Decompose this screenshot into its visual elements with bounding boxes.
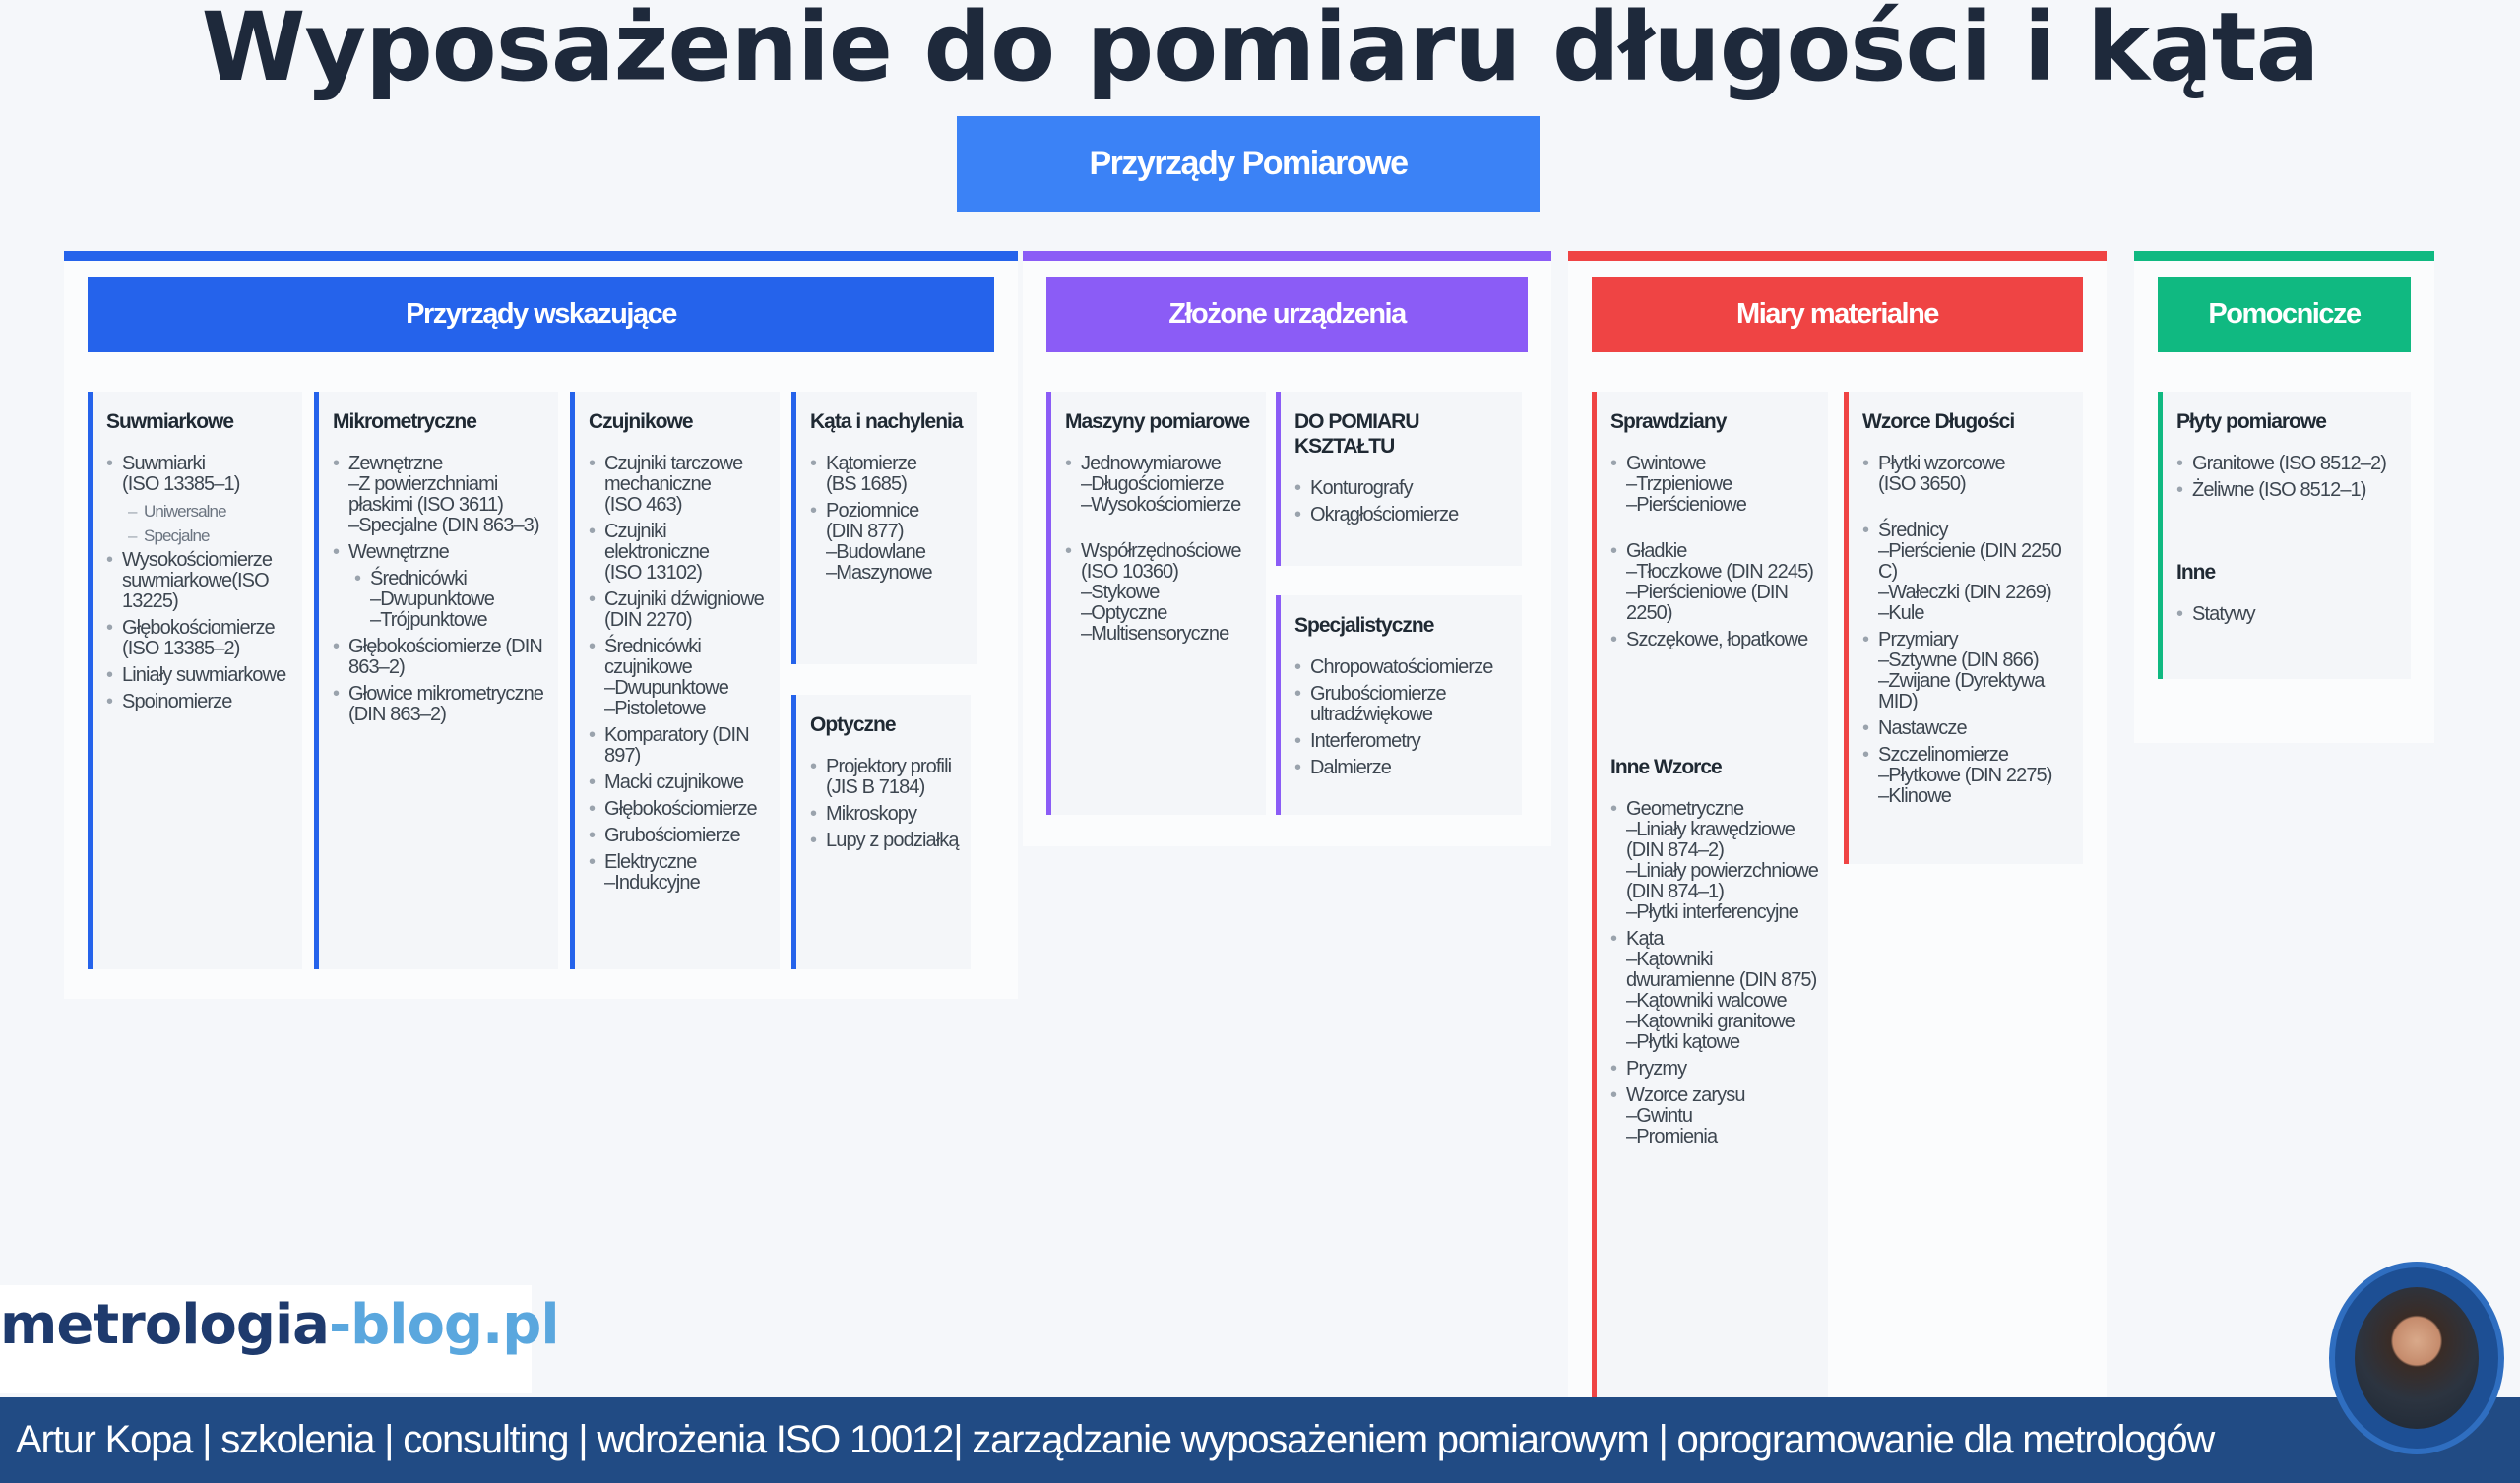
- list-item: • Czujniki tarczowe mechaniczne (ISO 463): [589, 454, 770, 516]
- list-item: • Gładkie –Tłoczkowe (DIN 2245) –Pierścieniowe (DIN 2250): [1610, 541, 1818, 624]
- list-item: • Głębokościomierze (ISO 13385–2): [106, 618, 292, 659]
- list-item: • Średnicówki –Dwupunktowe –Trójpunktowe: [354, 569, 548, 631]
- list-item: • Komparatory (DIN 897): [589, 725, 770, 767]
- list-item: • Głowice mikrometryczne (DIN 863–2): [333, 684, 548, 725]
- card-sprawdziany: [1592, 392, 1828, 1397]
- list-item: • Elektryczne –Indukcyjne: [589, 852, 770, 894]
- list-item: • Wewnętrzne: [333, 542, 548, 563]
- card-title: Kąta i nachylenia: [810, 410, 963, 433]
- list-item: • Dalmierze: [1294, 758, 1512, 778]
- list-item: • Średnicówki czujnikowe –Dwupunktowe –Pistoletowe: [589, 637, 770, 719]
- card-title: Płyty pomiarowe: [2176, 410, 2326, 433]
- list-item: • Suwmiarki (ISO 13385–1): [106, 454, 292, 495]
- list-item: • Macki czujnikowe: [589, 772, 770, 793]
- list-item: • Liniały suwmiarkowe: [106, 665, 292, 686]
- list-item: • Grubościomierze: [589, 826, 770, 846]
- card-title: Sprawdziany: [1610, 410, 1727, 433]
- list-item: • Szczelinomierze –Płytkowe (DIN 2275) –Klinowe: [1862, 745, 2073, 807]
- logo: [0, 1285, 559, 1393]
- list-item: • Głębokościomierze: [589, 799, 770, 820]
- card-mikrometryczne: [314, 392, 558, 969]
- card-plyty: [2158, 392, 2411, 679]
- list-item: • Czujniki elektroniczne (ISO 13102): [589, 522, 770, 584]
- list-item: • Jednowymiarowe –Długościomierze –Wysokościomierze: [1065, 454, 1256, 516]
- list-item: – Uniwersalne: [106, 501, 292, 522]
- list-item: – Specjalne: [106, 525, 292, 546]
- card-title: Czujnikowe: [589, 410, 693, 433]
- list-item: • Pryzmy: [1610, 1059, 1818, 1080]
- avatar: [2329, 1262, 2504, 1454]
- list-item: • Kątomierze (BS 1685): [810, 454, 967, 495]
- list-item: • Przymiary –Sztywne (DIN 866) –Zwijane (Dyrektywa MID): [1862, 630, 2073, 712]
- list-item: • Wysokościomierze suwmiarkowe(ISO 13225): [106, 550, 292, 612]
- page-title: Wyposażenie do pomiaru długości i kąta: [201, 0, 2319, 102]
- list-item: • Okrągłościomierze: [1294, 505, 1512, 525]
- list-item: • Nastawcze: [1862, 718, 2073, 739]
- list-item: • Projektory profili (JIS B 7184): [810, 757, 961, 798]
- list-item: • Interferometry: [1294, 731, 1512, 752]
- list-item: • Średnicy –Pierścienie (DIN 2250 C) –Wałeczki (DIN 2269) –Kule: [1862, 521, 2073, 624]
- category-zlozone: Złożone urządzenia: [1046, 277, 1528, 352]
- card-subtitle: Inne Wzorce: [1610, 756, 1722, 778]
- list-item: • Głębokościomierze (DIN 863–2): [333, 637, 548, 678]
- list-item: • Statywy: [2176, 604, 2401, 625]
- list-item: • Szczękowe, łopatkowe: [1610, 630, 1818, 650]
- card-title: Wzorce Długości: [1862, 410, 2015, 433]
- card-title: DO POMIARU KSZTAŁTU: [1294, 410, 1419, 458]
- card-title: Specjalistyczne: [1294, 614, 1434, 637]
- root-node: Przyrządy Pomiarowe: [957, 116, 1540, 212]
- list-item: • Płytki wzorcowe (ISO 3650): [1862, 454, 2073, 495]
- list-item: • Spoinomierze: [106, 692, 292, 712]
- card-maszyny: [1046, 392, 1266, 815]
- category-miary: Miary materialne: [1592, 277, 2083, 352]
- list-item: • Współrzędnościowe (ISO 10360) –Stykowe –Optyczne –Multisensoryczne: [1065, 541, 1256, 645]
- list-item: • Czujniki dźwigniowe (DIN 2270): [589, 589, 770, 631]
- list-item: • Wzorce zarysu –Gwintu –Promienia: [1610, 1085, 1818, 1147]
- list-item: • Chropowatościomierze: [1294, 657, 1512, 678]
- list-item: • Grubościomierze ultradźwiękowe: [1294, 684, 1512, 725]
- card-czujnikowe: [570, 392, 780, 969]
- footer-banner: Artur Kopa | szkolenia | consulting | wdrożenia ISO 10012| zarządzanie wyposażeniem pomiarowym | oprogramowanie dla metrologów: [0, 1397, 2520, 1483]
- list-item: • Konturografy: [1294, 478, 1512, 499]
- list-item: • Lupy z podziałką: [810, 831, 961, 851]
- card-ksztaltu: [1276, 392, 1522, 566]
- card-title: Optyczne: [810, 713, 896, 736]
- list-item: • Granitowe (ISO 8512–2): [2176, 454, 2401, 474]
- list-item: • Mikroskopy: [810, 804, 961, 825]
- list-item: • Gwintowe –Trzpieniowe –Pierścieniowe: [1610, 454, 1818, 516]
- logo-part1: metrologia: [0, 1293, 329, 1357]
- card-title: Mikrometryczne: [333, 410, 476, 433]
- list-item: • Poziomnice (DIN 877) –Budowlane –Maszynowe: [810, 501, 967, 584]
- list-item: • Geometryczne –Liniały krawędziowe (DIN 874–2) –Liniały powierzchniowe (DIN 874–1) –Płytki interferencyjne: [1610, 799, 1818, 923]
- card-title: Suwmiarkowe: [106, 410, 234, 433]
- card-subtitle: Inne: [2176, 561, 2216, 584]
- card-wzorce: [1844, 392, 2083, 864]
- card-kata: [791, 392, 976, 664]
- category-pomocnicze: Pomocnicze: [2158, 277, 2411, 352]
- card-suwmiarkowe: [88, 392, 302, 969]
- list-item: • Kąta –Kątowniki dwuramienne (DIN 875) –Kątowniki walcowe –Kątowniki granitowe –Płytki kątowe: [1610, 929, 1818, 1053]
- logo-part2: -blog.pl: [328, 1293, 559, 1357]
- category-wskazujace: Przyrządy wskazujące: [88, 277, 994, 352]
- card-title: Maszyny pomiarowe: [1065, 410, 1250, 433]
- list-item: • Żeliwne (ISO 8512–1): [2176, 480, 2401, 501]
- list-item: • Zewnętrzne –Z powierzchniami płaskimi (ISO 3611) –Specjalne (DIN 863–3): [333, 454, 548, 536]
- card-specjalistyczne: [1276, 595, 1522, 815]
- avatar-photo: [2355, 1287, 2479, 1429]
- card-optyczne: [791, 695, 971, 969]
